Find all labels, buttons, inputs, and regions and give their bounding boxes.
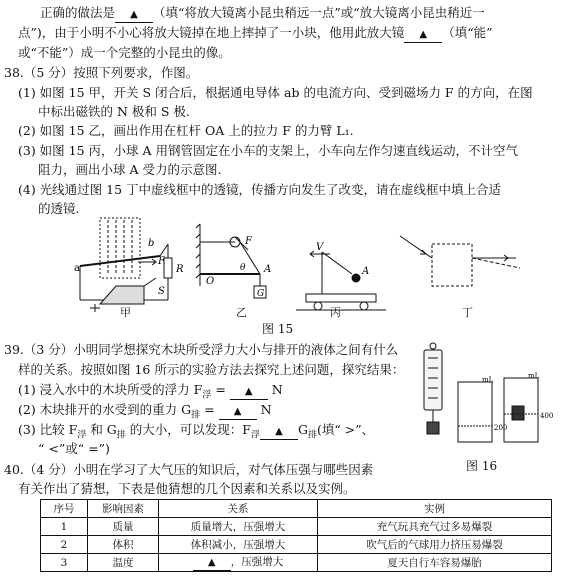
table-cell: 吹气后的气球用力挤压易爆裂 (318, 536, 552, 554)
table-cell: 充气玩具充气过多易爆裂 (318, 518, 552, 536)
ball-a (352, 274, 360, 282)
label-F: F (158, 256, 165, 267)
answer-blank[interactable]: ▲ (193, 556, 231, 571)
fig16-caption: 图 16 (466, 459, 498, 473)
table-cell: 夏天自行车容易爆胎 (318, 554, 552, 572)
beaker-1 (458, 382, 492, 442)
answer-blank[interactable]: ▲ (219, 405, 257, 420)
answer-blank[interactable]: ▲ (260, 425, 298, 440)
magnet-upper (100, 218, 140, 278)
q40-line2: 有关作出了猜想，下表是他猜想的几个因素和关系以及实例。 (18, 481, 356, 496)
switch-s (144, 278, 156, 286)
label-ml-1: mL (482, 376, 494, 384)
fig15-sub-jia: 甲 (120, 306, 131, 319)
label-200: 200 (494, 424, 508, 432)
q38-item2: (2) 如图 15 乙，画出作用在杠杆 OA 上的拉力 F 的力臂 L₁. (18, 123, 354, 138)
fig15-sub-ding: 丁 (462, 306, 473, 319)
table-row (41, 536, 552, 554)
q40-line1: 40.（4 分）小明在学习了大气压的知识后，对气体压强与哪些因素 (4, 462, 374, 477)
figure-15-ding (400, 236, 520, 286)
q37-line1: 正确的做法是 ▲ （填“将放大镜离小昆虫稍远一点”或“放大镜离小昆虫稍近一 (40, 4, 485, 23)
label-theta: θ (240, 263, 246, 273)
spring-scale-hook (430, 343, 436, 349)
wood-block (427, 422, 439, 434)
table-header: 实例 (318, 500, 552, 518)
table-cell: 3 (41, 554, 88, 572)
table-cell: 温度 (88, 554, 159, 572)
q37-line3: 或“不能”）成一个完整的小昆虫的像。 (18, 45, 231, 60)
figure-16 (418, 342, 563, 452)
q38-item3-cont: 阻力，画出小球 A 受力的示意图. (38, 162, 222, 177)
label-V: V (316, 242, 324, 253)
lens-box (432, 244, 472, 286)
answer-blank[interactable]: ▲ (404, 28, 442, 43)
q39-item3: (3) 比较 $F_浮$ 和 $G_排$ 的大小，可以发现：$F_浮$ ▲ $G_排$(填“ >”、 (18, 422, 375, 441)
table-cell: 2 (41, 536, 88, 554)
table-cell: 1 (41, 518, 88, 536)
conductor-ab (80, 256, 160, 266)
answer-blank[interactable]: ▲ (230, 385, 268, 400)
answer-blank[interactable]: ▲ (115, 8, 153, 23)
label-R: R (176, 264, 184, 275)
label-G: G (257, 289, 265, 299)
q38-item1: (1) 如图 15 甲，开关 S 闭合后，根据通电导体 ab 的电流方向、受到磁场力 F 的方向，在图 (18, 85, 533, 100)
q39-item3-cont: “ <”或“ =”) (38, 441, 110, 456)
table-cell: 质量增大，压强增大 (159, 518, 318, 536)
table-cell: ▲ ，压强增大 (159, 554, 318, 572)
q38-item3: (3) 如图 15 丙，小球 A 用钢管固定在小车的支架上，小车向左作匀速直线运动，不计空气 (18, 143, 519, 158)
label-S: S (158, 286, 165, 297)
fig15-sub-bing: 丙 (330, 306, 341, 319)
label-F-lever: F (245, 236, 252, 247)
q39-line1: 39.（3 分）小明同学想探究木块所受浮力大小与排开的液体之间有什么 (4, 342, 399, 357)
resistor (164, 258, 172, 278)
fig15-sub-yi: 乙 (236, 306, 247, 319)
q39-item1: (1) 浸入水中的木块所受的浮力 $F_浮$ = ▲ N (18, 382, 283, 401)
label-O: O (206, 276, 215, 287)
table-row (41, 518, 552, 536)
fig15-caption: 图 15 (262, 322, 294, 336)
q39-item2: (2) 木块排开的水受到的重力 $G_排$ = ▲ N (18, 402, 272, 421)
q38-item4-cont: 的透镜. (38, 201, 80, 216)
q37-line2: 点”)，由于小明不小心将放大镜掉在地上摔掉了一小块，他用此放大镜 ▲ （填“能” (18, 24, 493, 43)
label-A-ball: A (362, 266, 370, 277)
wood-block-floating (512, 406, 524, 420)
table-cell: 质量 (88, 518, 159, 536)
table-header: 关系 (159, 500, 318, 518)
table-row (41, 554, 552, 572)
q39-line2: 样的关系。按照如图 16 所示的实验方法去探究上述问题，探究结果： (18, 362, 405, 377)
spring-scale (424, 350, 442, 410)
label-b: b (148, 238, 155, 249)
factor-table (40, 499, 552, 572)
label-400: 400 (540, 412, 554, 420)
cart-body (306, 294, 376, 302)
q38-item1-cont: 中标出磁铁的 N 极和 S 极. (38, 104, 190, 119)
table-cell: 体积减小，压强增大 (159, 536, 318, 554)
figure-15-bing (296, 251, 386, 310)
q38-item4: (4) 光线通过图 15 丁中虚线框中的透镜，传播方向发生了改变，请在虚线框中填上合适 (18, 182, 502, 197)
label-A-lever: A (264, 264, 272, 275)
q38-heading: 38.（5 分）按照下列要求，作图。 (4, 65, 199, 80)
label-a: a (74, 263, 80, 274)
table-header-row (41, 500, 552, 518)
label-ml-2: mL (528, 372, 540, 380)
table-header: 影响因素 (88, 500, 159, 518)
table-cell: 体积 (88, 536, 159, 554)
table-header: 序号 (41, 500, 88, 518)
magnet-lower (100, 286, 144, 304)
